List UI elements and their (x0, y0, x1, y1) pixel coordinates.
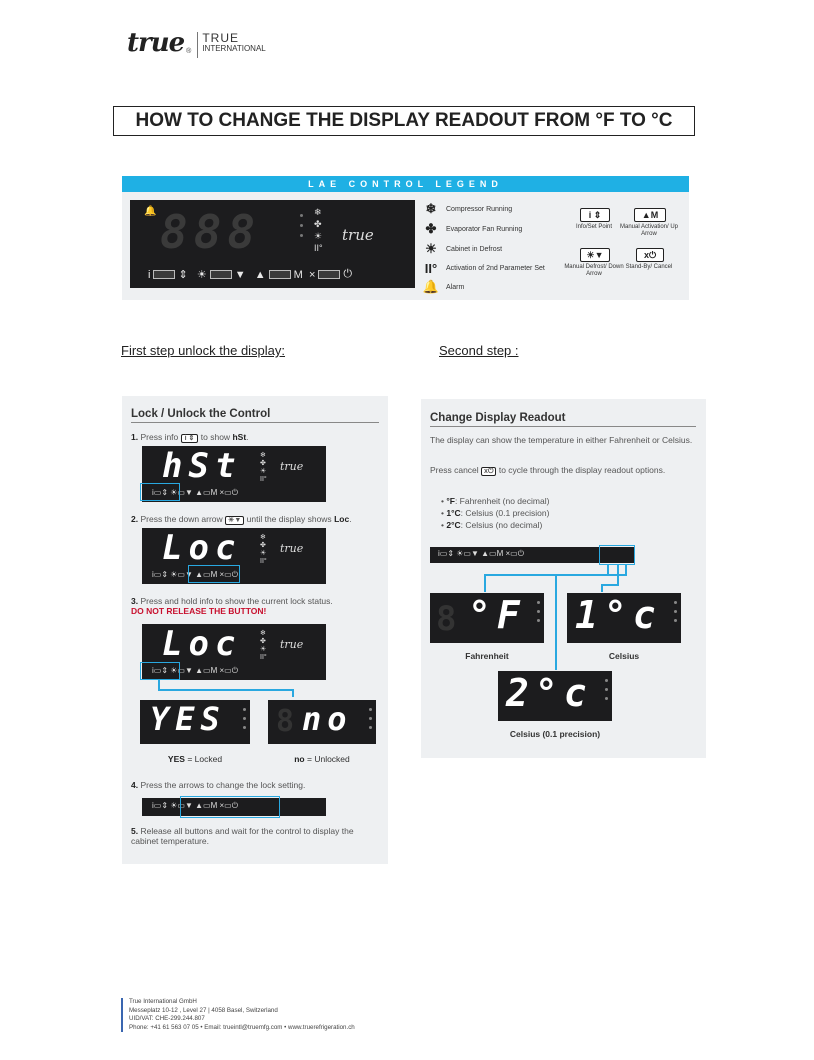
panel-logo: true (280, 638, 304, 651)
footer-street: Messeplatz 10-12 , Level 27 | 4058 Basel, Switzerland (129, 1006, 278, 1014)
slot-icon (153, 270, 175, 279)
up-key-icon: ▲M (634, 208, 666, 222)
lock-card-heading: Lock / Unlock the Control (131, 408, 379, 423)
legend-item-fan: ✤ Evaporator Fan Running (422, 221, 522, 237)
warning-text: DO NOT RELEASE THE BUTTON! (131, 606, 267, 616)
connector-line (601, 584, 619, 586)
snowflake-icon: ❄ (425, 201, 437, 216)
arrow-to-1c (601, 584, 603, 592)
lock-step-2: 2. Press the down arrow ☀▼ until the display shows Loc. (131, 514, 352, 524)
m-button[interactable]: M (293, 268, 303, 281)
cancel-key-label: Stand-By/ Cancel (625, 264, 673, 270)
connector-line (158, 689, 294, 691)
lock-step-3: 3. Press and hold info to show the current lock status. DO NOT RELEASE THE BUTTON! (131, 596, 333, 616)
legend-control-panel (130, 200, 415, 288)
footer-company: True International GmbH (129, 998, 197, 1005)
info-key-icon: i ⇕ (181, 434, 199, 443)
logo-line1: TRUE (202, 31, 239, 45)
legend-item-parameter: II° Activation of 2nd Parameter Set (422, 261, 545, 276)
display-loc: Loc (162, 528, 242, 568)
panel-logo: true (342, 226, 374, 244)
true-logo (127, 28, 266, 58)
button-row: i▭⇕ ☀▭▼ ▲▭M ×▭⏻ (152, 488, 239, 497)
slot-icon (318, 270, 340, 279)
logo-divider (197, 32, 198, 58)
info-key-icon: i ⇕ (580, 208, 610, 222)
arrow-to-2c (555, 574, 557, 670)
footer-vat: UID/VAT: CHE-299.244.807 (129, 1015, 205, 1022)
logo-line2: INTERNATIONAL (202, 44, 266, 53)
cancel-key-icon: x⏻ (636, 248, 664, 262)
second-parameter-icon: II° (424, 261, 438, 276)
footer-address (121, 998, 355, 1032)
down-key-icon: ☀▼ (225, 516, 244, 525)
cancel-button[interactable]: × (308, 268, 316, 281)
slot-icon (210, 270, 232, 279)
lock-unlock-card (122, 396, 388, 864)
fahrenheit-display: 8 °F (430, 593, 544, 643)
button-row: i▭⇕ ☀▭▼ ▲▭M ×▭⏻ (152, 666, 239, 675)
button-row: i▭⇕ ☀▭▼ ▲▭M ×▭⏻ (152, 570, 239, 579)
highlight-cancel (599, 545, 635, 565)
logo-word: true (127, 28, 185, 58)
lock-step-5: 5. Release all buttons and wait for the control to display the cabinet temperature. (131, 826, 354, 846)
info-button[interactable]: i (148, 268, 151, 281)
second-step-title: Second step : (439, 343, 519, 358)
first-step-title: First step unlock the display: (121, 343, 286, 358)
page-title: HOW TO CHANGE THE DISPLAY READOUT FROM °F TO °C (113, 106, 695, 136)
panel-digits: 888 (160, 205, 262, 259)
highlight-arrows (180, 796, 280, 818)
info-key-label: Info/Set Point (575, 224, 613, 230)
panel-status-icons: ❄ ✤ ☀ II° (314, 207, 323, 253)
highlight-down (188, 565, 240, 583)
status-icons: ❄ ✤ ☀ II° (260, 452, 267, 483)
legend-bar: LAE CONTROL LEGEND (122, 176, 689, 192)
connector-line (292, 689, 294, 697)
lae-control-legend (122, 176, 689, 300)
display-readout-card (421, 399, 706, 758)
cancel-key-icon: x⏻ (481, 467, 496, 476)
yes-display: YES (140, 700, 250, 744)
celsius-2-display: 2°c (498, 671, 612, 721)
panel-logo: true (280, 542, 304, 555)
readout-options: • °F: Fahrenheit (no decimal) • 1°C: Celsius (0.1 precision) • 2°C: Celsius (no decimal) (441, 496, 550, 530)
bell-icon: 🔔 (422, 279, 440, 294)
legend-item-compressor: ❄ Compressor Running (422, 201, 512, 217)
legend-item-defrost: ☀ Cabinet in Defrost (422, 241, 502, 257)
celsius-caption: Celsius (608, 651, 640, 661)
slot-icon (269, 270, 291, 279)
up-key-label: Manual Activation/ Up Arrow (619, 224, 679, 237)
logo-registered: ® (186, 48, 192, 55)
legend-item-alarm: 🔔 Alarm (422, 279, 465, 294)
fahrenheit-caption: Fahrenheit (465, 651, 509, 661)
readout-paragraph-1: The display can show the temperature in either Fahrenheit or Celsius. (430, 435, 693, 445)
lock-step-1: 1. Press info i ⇕ to show hSt. (131, 432, 249, 442)
panel-dots (300, 214, 304, 237)
panel-button-row: i ⇕ ☀ ▼ ▲ M × ⏻ (148, 268, 353, 281)
alarm-bell-icon: 🔔 (144, 206, 157, 217)
display-hst: hSt (162, 446, 242, 486)
status-icons: ❄ ✤ ☀ II° (260, 630, 267, 661)
highlight-info-hold (140, 662, 180, 680)
button-row: i▭⇕ ☀▭▼ ▲▭M ×▭⏻ (438, 549, 525, 558)
lock-step-4: 4. Press the arrows to change the lock setting. (131, 780, 306, 790)
celsius-1-display: 1°c (567, 593, 681, 643)
no-caption: no = Unlocked (294, 754, 350, 764)
down-key-icon: ☀▼ (580, 248, 610, 262)
yes-caption: YES = Locked (167, 754, 223, 764)
readout-paragraph-2: Press cancel x⏻ to cycle through the display readout options. (430, 465, 666, 475)
arrow-to-f (484, 574, 486, 592)
celsius-precision-caption: Celsius (0.1 precision) (509, 729, 601, 739)
highlight-info (140, 483, 180, 501)
fan-icon: ✤ (425, 221, 437, 236)
down-key-label: Manual Defrost/ Down Arrow (564, 264, 624, 277)
status-icons: ❄ ✤ ☀ II° (260, 534, 267, 565)
no-display: 8 no (268, 700, 376, 744)
footer-contact: Phone: +41 61 563 07 05 • Email: trueintl@truemfg.com • www.truerefrigeration.ch (129, 1023, 355, 1031)
readout-card-heading: Change Display Readout (430, 412, 696, 427)
defrost-icon: ☀ (425, 241, 437, 256)
connector-line (555, 574, 627, 576)
panel-logo: true (280, 460, 304, 473)
button-row: i▭⇕ ☀▭▼ ▲▭M ×▭⏻ (152, 801, 239, 810)
display-loc-hold: Loc (162, 624, 242, 664)
